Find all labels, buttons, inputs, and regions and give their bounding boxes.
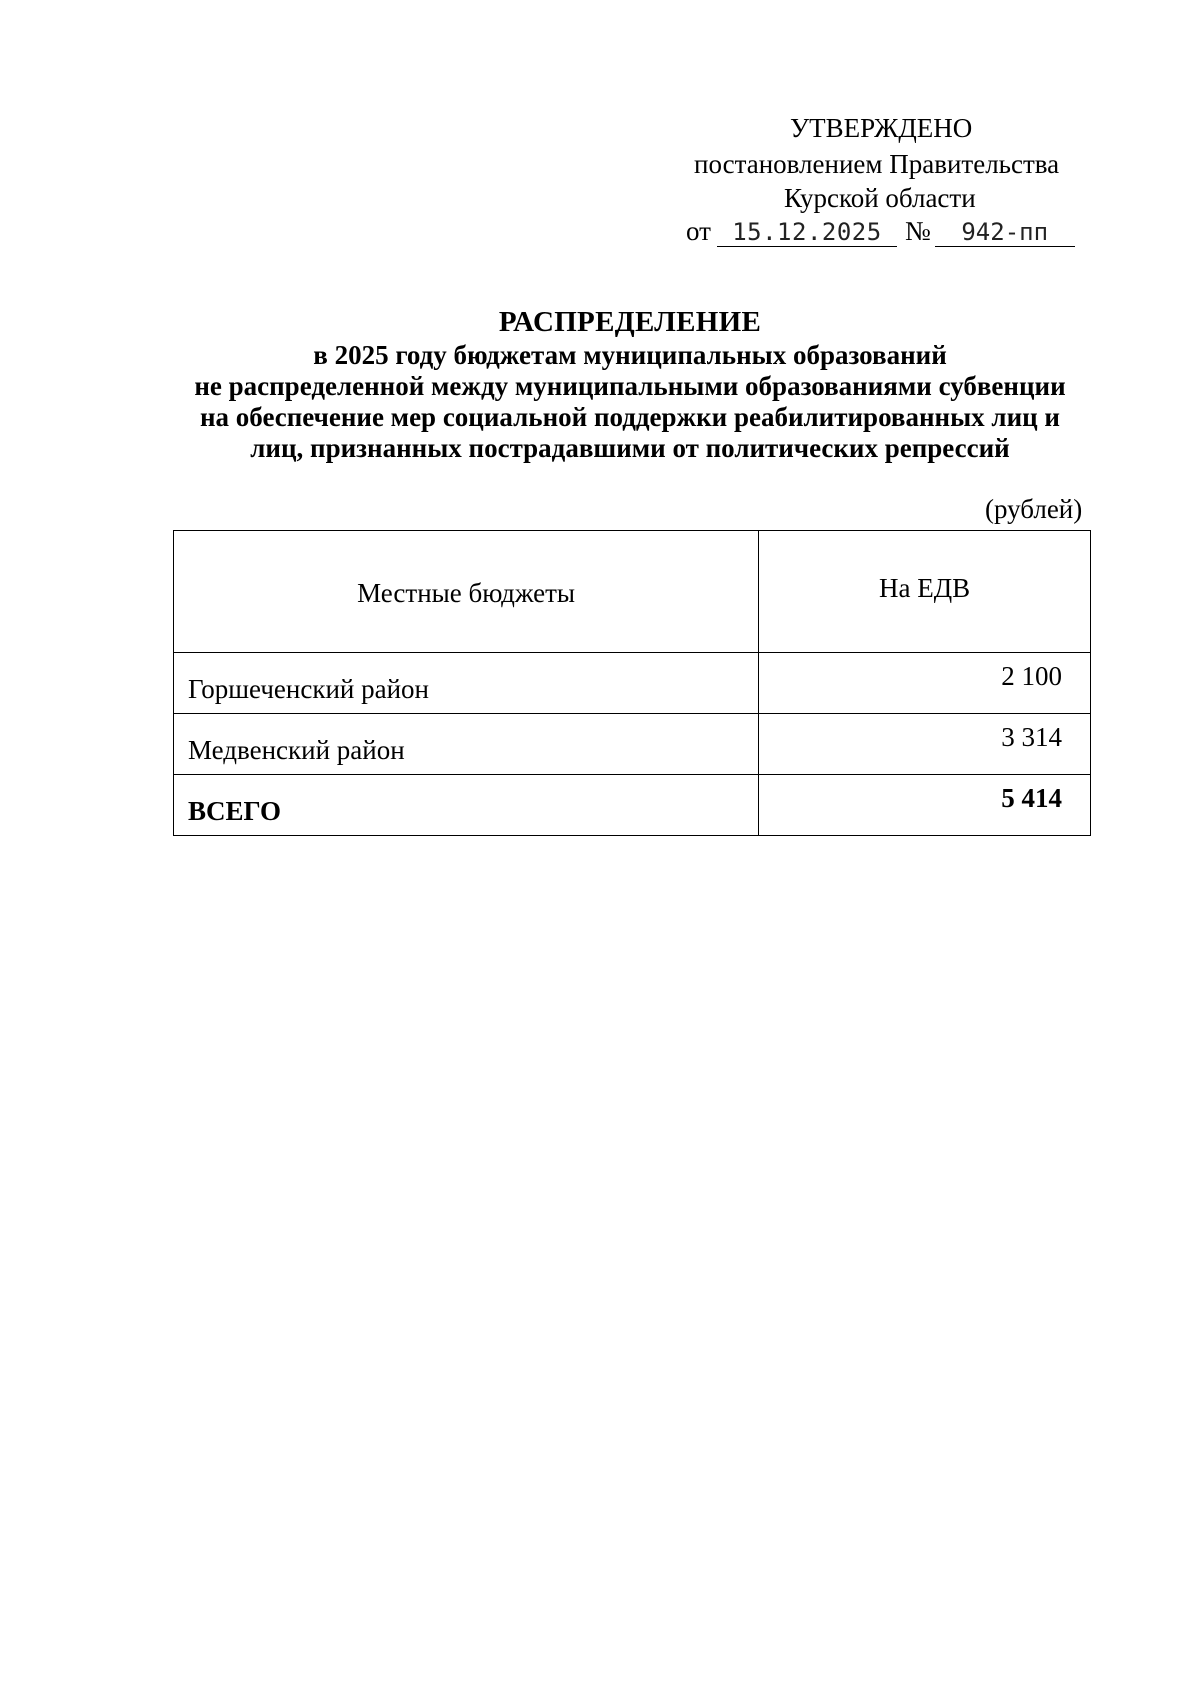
approval-number: 942-пп [935,218,1075,247]
table-row [174,653,1091,714]
title-heading: РАСПРЕДЕЛЕНИЕ [498,306,762,338]
row-value: 3 314 [759,714,1091,775]
approval-heading: УТВЕРЖДЕНО [790,113,973,143]
approval-date: 15.12.2025 [717,218,897,247]
date-prefix: от [686,216,711,246]
table-total-row [174,775,1091,836]
header-edv: На ЕДВ [759,531,1091,653]
approval-decree: постановлением Правительства [694,149,1060,179]
row-name: Горшеченский район [174,653,759,714]
row-value: 2 100 [759,653,1091,714]
title-line: лиц, признанных пострадавшими от политических репрессий [250,433,1010,463]
approval-region: Курской области [784,183,976,213]
total-label: ВСЕГО [174,775,759,836]
number-sign: № [904,216,931,246]
table-row [174,714,1091,775]
approval-date-line [686,215,1075,248]
document-title [150,307,1110,464]
table-header-row [174,531,1091,653]
row-name: Медвенский район [174,714,759,775]
total-value: 5 414 [759,775,1091,836]
title-line: в 2025 году бюджетам муниципальных образований [313,340,947,370]
units-label: (рублей) [985,494,1083,524]
title-line: на обеспечение мер социальной поддержки реабилитированных лиц и [200,402,1060,432]
budget-table [173,530,1091,836]
title-line: не распределенной между муниципальными образованиями субвенции [194,371,1066,401]
header-local-budgets: Местные бюджеты [174,531,759,653]
